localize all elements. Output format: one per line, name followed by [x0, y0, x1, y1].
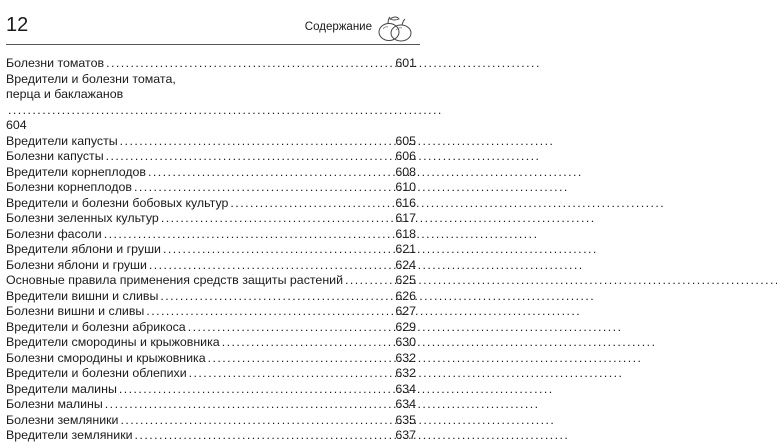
toc-entry-page-number: 627 [395, 304, 416, 318]
dot-leader [222, 335, 394, 351]
toc-entry-page-number: 605 [395, 133, 416, 148]
toc-entry-page-number: 635 [395, 412, 416, 427]
dot-leader [148, 165, 393, 181]
toc-entry [6, 413, 416, 429]
toc-entry-title: Вредители малины [6, 381, 117, 396]
toc-entry [6, 351, 416, 367]
toc-entry [6, 180, 416, 196]
toc-entry [6, 149, 416, 165]
toc-entry [6, 366, 416, 382]
dot-leader [106, 149, 394, 165]
toc-entry-title: Болезни томатов [6, 56, 105, 70]
toc-entry-page-number: 610 [395, 180, 416, 194]
toc-entry-page-number: 637 [395, 428, 416, 442]
dot-leader [135, 428, 394, 444]
toc-entry-page-number: 604 [6, 118, 27, 132]
toc-entry-title: Основные правила применения средств защиты растений [6, 273, 344, 287]
toc-entry-page-number: 606 [395, 149, 416, 163]
apple-icon [376, 13, 416, 43]
dot-leader [160, 289, 393, 305]
toc-entry [6, 273, 416, 289]
toc-entry-page-number: 618 [395, 226, 416, 241]
toc-entry-title: Болезни зеленных культур [6, 211, 159, 225]
dot-leader [104, 227, 394, 243]
toc-entry [6, 320, 416, 336]
dot-leader [8, 103, 414, 119]
toc-entry-title: Вредители и болезни бобовых культур [6, 195, 229, 210]
toc-entry [6, 242, 416, 258]
toc-entry-title: Болезни яблони и груши [6, 257, 147, 272]
dot-leader [105, 397, 394, 413]
toc-entry-page-number: 625 [395, 273, 416, 287]
toc-entry-title: Вредители смородины и крыжовника [6, 335, 220, 349]
toc-entry [6, 165, 416, 181]
section-title: Содержание [304, 21, 372, 33]
toc-entry-title: Болезни земляники [6, 412, 119, 427]
toc-entry-page-number: 630 [395, 335, 416, 349]
table-of-contents [6, 56, 416, 444]
toc-entry [6, 258, 416, 274]
toc-entry-title: Болезни корнеплодов [6, 180, 132, 194]
toc-entry-title: Вредители корнеплодов [6, 164, 147, 179]
toc-entry [6, 382, 416, 398]
toc-entry-page-number: 632 [395, 366, 416, 380]
toc-entry-page-number: 632 [395, 350, 416, 365]
toc-entry [6, 211, 416, 227]
toc-entry-page-number: 601 [395, 56, 416, 70]
toc-entry-page-number: 621 [395, 242, 416, 256]
toc-entry-title: Вредители земляники [6, 428, 133, 442]
dot-leader [230, 196, 393, 212]
dot-leader [163, 242, 393, 258]
toc-entry [6, 428, 416, 444]
toc-entry [6, 56, 416, 72]
dot-leader [106, 56, 393, 72]
header-divider [6, 44, 420, 45]
toc-entry-page-number: 608 [395, 164, 416, 179]
toc-entry [6, 196, 416, 212]
dot-leader [134, 180, 393, 196]
toc-entry [6, 397, 416, 413]
dot-leader [189, 366, 394, 382]
toc-entry-title: Болезни смородины и крыжовника [6, 350, 206, 365]
toc-entry-page-number: 629 [395, 319, 416, 334]
dot-leader [345, 273, 393, 289]
toc-entry-page-number: 626 [395, 288, 416, 303]
toc-entry-title: перца и баклажанов [6, 87, 124, 101]
toc-entry-page-number: 617 [395, 211, 416, 225]
toc-entry-title: Болезни фасоли [6, 226, 102, 241]
toc-entry-title: Болезни вишни и сливы [6, 304, 145, 318]
dot-leader [120, 134, 394, 150]
toc-entry-title: Болезни малины [6, 397, 103, 411]
toc-entry [6, 227, 416, 243]
dot-leader [161, 211, 393, 227]
dot-leader [120, 413, 393, 429]
toc-entry-page-number: 624 [395, 257, 416, 272]
toc-entry-title: Болезни капусты [6, 149, 104, 163]
page-number: 12 [6, 14, 29, 36]
dot-leader [146, 304, 393, 320]
page-header [0, 0, 420, 44]
dot-leader [119, 382, 393, 398]
toc-entry-title: Вредители и болезни абрикоса [6, 319, 186, 334]
toc-entry [6, 134, 416, 150]
toc-entry-title: Вредители капусты [6, 133, 118, 148]
toc-entry-page-number: 634 [395, 381, 416, 396]
toc-entry-page-number: 616 [395, 195, 416, 210]
toc-entry-title: Вредители и болезни облепихи [6, 366, 187, 380]
toc-entry-title: Вредители вишни и сливы [6, 288, 159, 303]
toc-entry [6, 72, 416, 134]
toc-entry [6, 304, 416, 320]
toc-entry-title-line: Вредители и болезни томата, [6, 71, 176, 86]
toc-entry-title: Вредители яблони и груши [6, 242, 161, 256]
toc-entry [6, 335, 416, 351]
dot-leader [188, 320, 394, 336]
toc-entry [6, 289, 416, 305]
dot-leader [149, 258, 393, 274]
dot-leader [208, 351, 394, 367]
toc-entry-page-number: 634 [395, 397, 416, 411]
